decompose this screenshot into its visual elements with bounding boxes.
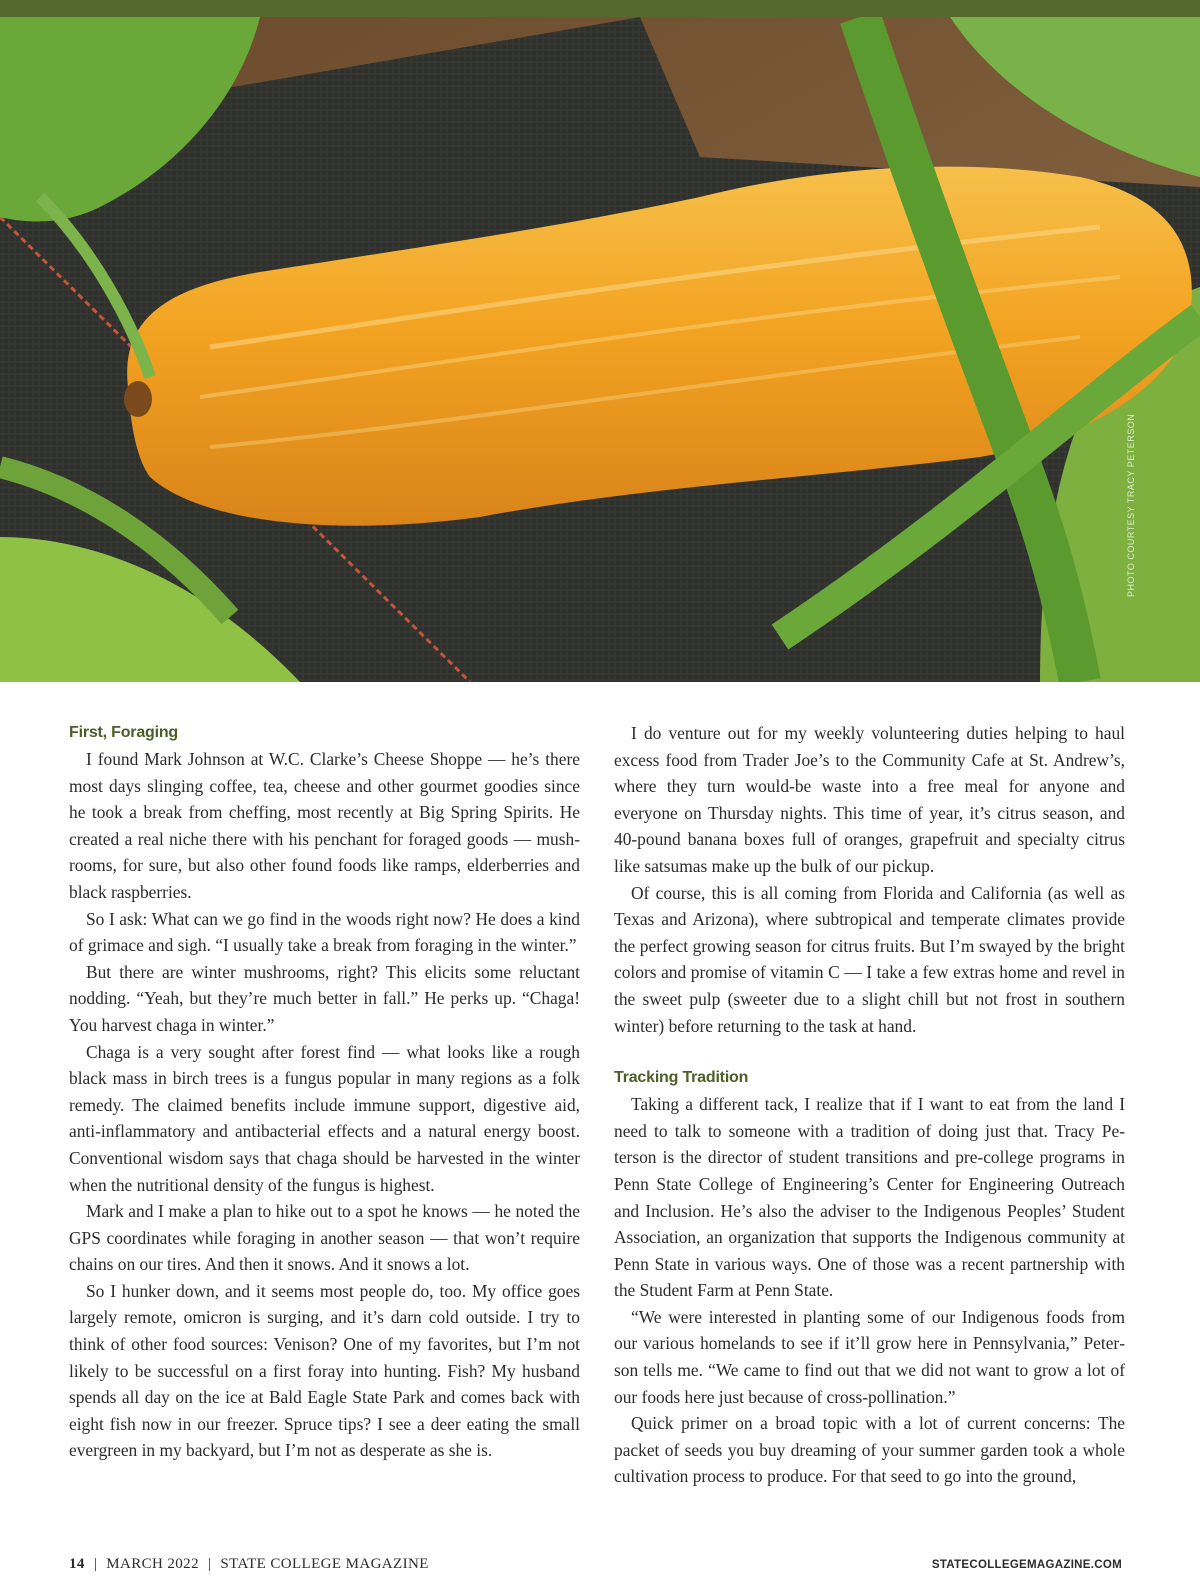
body-paragraph: So I ask: What can we go find in the woods right now? He does a kind of grimace and sigh. “I usually take a break from foraging in the winter.” bbox=[69, 908, 580, 956]
left-column bbox=[69, 720, 580, 1464]
website-url: STATECOLLEGEMAGAZINE.COM bbox=[931, 1559, 1122, 1571]
section-gap bbox=[614, 1039, 1125, 1065]
section-heading-tracking-tradition: Tracking Tradition bbox=[614, 1069, 749, 1087]
body-paragraph: But there are winter mushrooms, right? This elicits some reluctant nodding. “Yeah, but they’re much better in fall.” He perks up. “Chaga! You harvest chaga in winter.” bbox=[69, 961, 580, 1035]
photo-credit: PHOTO COURTESY TRACY PETERSON bbox=[1126, 413, 1136, 597]
body-paragraph: Mark and I make a plan to hike out to a spot he knows — he noted the GPS coordinates while foraging in another season — that won’t require chains on our tires. And then it snows. And it snows a lot. bbox=[69, 1201, 580, 1275]
body-paragraph: “We were interested in planting some of our Indigenous foods from our various homelands to see if it’ll grow here in Pennsylvania,” Peterson tells me. “We came to find out that we did not want to grow a lot of our foods here just because of cross-pollination.” bbox=[614, 1306, 1125, 1407]
section-heading-first-foraging: First, Foraging bbox=[69, 724, 179, 741]
top-color-bar bbox=[0, 0, 1200, 17]
squash-photo bbox=[0, 17, 1200, 682]
body-paragraph: Quick primer on a broad topic with a lot of current concerns: The packet of seeds you buy dreaming of your summer garden took a whole cultivation process to produce. For that seed to go into the ground, bbox=[614, 1413, 1125, 1487]
page-footer-left bbox=[69, 1556, 429, 1573]
body-paragraph: Chaga is a very sought after forest find — what looks like a rough black mass in birch trees is a fungus popular in many regions as a folk remedy. The claimed benefits include immune support, digestive aid, anti-inflammatory and antibacterial effects and a natural energy boost. Conventional wisdom says that chaga should be harvested in the winter when the nutritional density of the fungus is highest. bbox=[69, 1041, 580, 1195]
footer-separator: | bbox=[207, 1556, 212, 1572]
body-paragraph: I do venture out for my weekly volunteering duties helping to haul excess food from Trader Joe’s to the Community Cafe at St. Andrew’s, where they turn would-be waste into a free meal for anyone and everyone on Thursday nights. This time of year, it’s citrus season, and 40-pound banana boxes full of oranges, grapefruit and specialty citrus like satsumas make up the bulk of our pickup. bbox=[614, 723, 1125, 876]
body-paragraph: I found Mark Johnson at W.C. Clarke’s Cheese Shoppe — he’s there most days slinging coffee, tea, cheese and other gourmet goodies since he took a break from cheffing, most recently at Big Spring Spirits. He created a real niche there with his penchant for foraged goods — mushrooms, for sure, but also other found foods like ramps, elderberries and black raspberries. bbox=[69, 749, 580, 902]
body-paragraph: Of course, this is all coming from Florida and California (as well as Texas and Arizona), where subtropical and temperate climates provide the perfect growing season for citrus fruits. But I’m swayed by the bright colors and promise of vitamin C — I take a few extras home and revel in the sweet pulp (sweeter due to a slight chill but not frost in southern winter) before returning to the task at hand. bbox=[614, 882, 1125, 1036]
issue-date: MARCH 2022 bbox=[106, 1556, 199, 1572]
body-paragraph: Taking a different tack, I realize that if I want to eat from the land I need to talk to someone with a tradition of doing just that. Tracy Peterson is the director of student transitions and pre-college programs in Penn State College of Engineering’s Center for Engineering Outreach and Inclusion. He’s also the adviser to the Indigenous Peoples’ Student Association, an organization that supports the Indigenous community at Penn State in various ways. One of those was a recent partnership with the Student Farm at Penn State. bbox=[614, 1094, 1125, 1301]
publication-name: STATE COLLEGE MAGAZINE bbox=[220, 1556, 429, 1572]
page-number: 14 bbox=[69, 1556, 85, 1572]
body-paragraph: So I hunker down, and it seems most people do, too. My office goes largely remote, omicron is surging, and it’s darn cold outside. I try to think of other food sources: Venison? One of my favorites, but I’m not likely to be successful on a first foray into hunting. Fish? My husband spends all day on the ice at Bald Eagle State Park and comes back with eight fish now in our freezer. Spruce tips? I see a deer eating the small evergreen in my backyard, but I’m not as desperate as she is. bbox=[69, 1280, 580, 1461]
footer-separator: | bbox=[93, 1556, 98, 1572]
right-column bbox=[614, 720, 1125, 1490]
